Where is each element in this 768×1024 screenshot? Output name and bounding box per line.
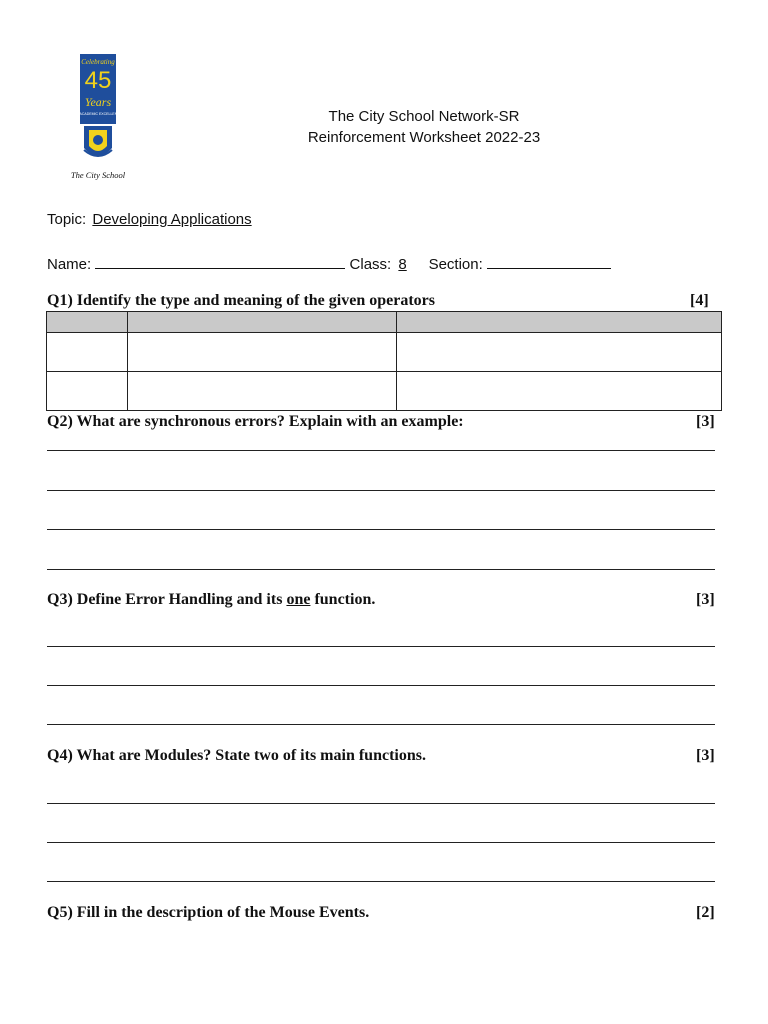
class-value: 8 [398,256,407,273]
q1-text: Q1) Identify the type and meaning of the given operators [47,292,435,309]
q2-marks: [3] [696,413,715,430]
q3-text [47,591,375,609]
answer-line[interactable] [47,881,715,882]
answer-line[interactable] [47,646,715,647]
q5-marks: [2] [696,904,715,921]
answer-line[interactable] [47,685,715,686]
q3-marks: [3] [696,591,715,608]
operators-table [46,311,722,411]
logo-caption: The City School [70,170,126,180]
table-cell[interactable] [128,372,397,411]
table-cell [47,312,128,333]
table-row [47,333,722,372]
table-header-row [47,312,722,333]
section-blank[interactable] [487,254,611,269]
answer-line[interactable] [47,490,715,491]
answer-line[interactable] [47,569,715,570]
table-cell[interactable] [128,333,397,372]
table-cell [397,312,722,333]
logo-celebrating: Celebrating [81,58,115,66]
student-info-line [47,254,611,273]
answer-line[interactable] [47,450,715,451]
logo-tagline: OF ACADEMIC EXCELLENCE [73,112,123,116]
name-blank[interactable] [95,254,345,269]
q3-text-pre: Q3) Define Error Handling and its [47,591,287,608]
table-cell[interactable] [397,372,722,411]
q1-marks: [4] [690,292,709,309]
topic-value: Developing Applications [92,211,252,228]
answer-line[interactable] [47,724,715,725]
table-row [47,372,722,411]
q4-text: Q4) What are Modules? State two of its main functions. [47,747,426,764]
table-cell[interactable] [47,333,128,372]
q3-text-post: function. [310,591,376,608]
logo-number: 45 [84,67,112,94]
class-label: Class: [349,256,392,273]
q2-text: Q2) What are synchronous errors? Explain with an example: [47,413,464,430]
section-label: Section: [428,256,483,273]
topic-line [47,211,252,228]
q5-text: Q5) Fill in the description of the Mouse Events. [47,904,370,921]
name-label: Name: [47,256,92,273]
answer-line[interactable] [47,803,715,804]
table-cell[interactable] [397,333,722,372]
table-cell [128,312,397,333]
table-cell[interactable] [47,372,128,411]
answer-line[interactable] [47,842,715,843]
q3-text-emph: one [286,591,311,608]
logo-years: Years [84,95,112,109]
q4-marks: [3] [696,747,715,764]
answer-line[interactable] [47,529,715,530]
header-worksheet-title: Reinforcement Worksheet 2022-23 [307,129,541,146]
header-school-name: The City School Network-SR [328,108,520,125]
topic-label: Topic: [47,211,87,228]
